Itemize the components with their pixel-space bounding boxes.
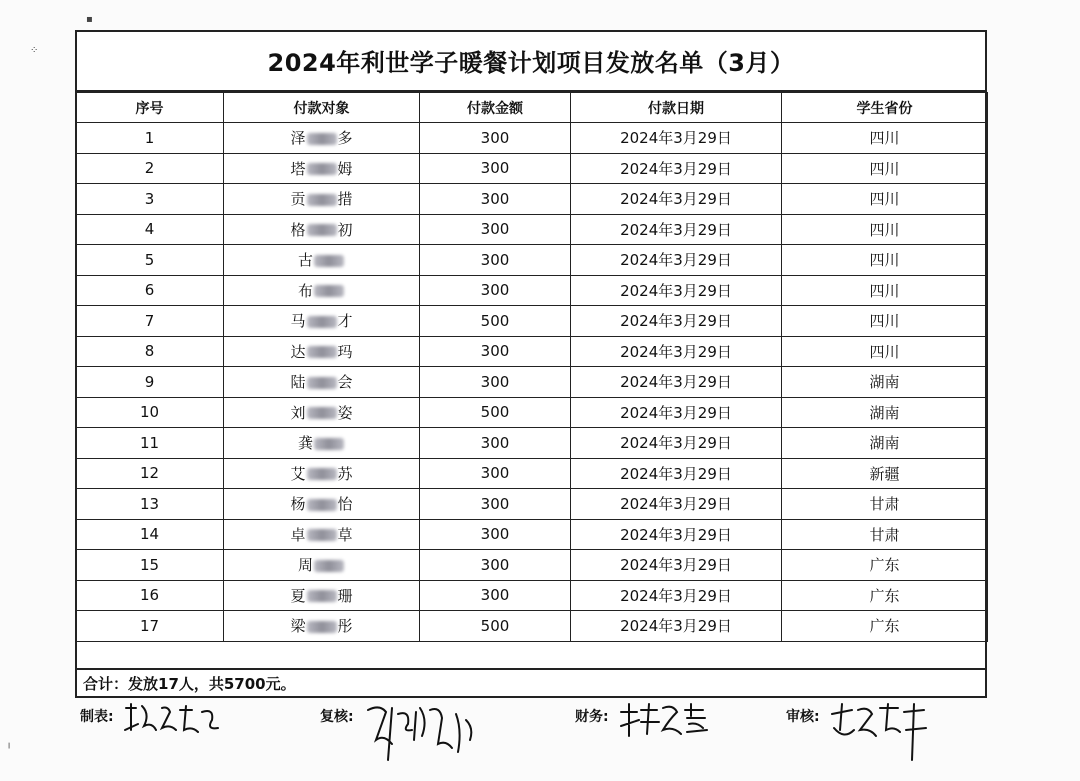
table-row <box>76 611 988 642</box>
payee-cell <box>224 580 420 611</box>
signature-label: 财务: <box>575 709 609 725</box>
payee-name-end: 多 <box>337 129 353 148</box>
date-cell: 2024年3月29日 <box>571 153 782 184</box>
signature-maker <box>80 706 114 726</box>
serial-cell: 9 <box>76 367 224 398</box>
province-cell: 甘肃 <box>782 489 988 520</box>
roster-table <box>75 92 988 642</box>
table-row <box>76 306 988 337</box>
payee-name-end: 彤 <box>337 617 353 636</box>
payee-cell <box>224 489 420 520</box>
signature-label: 复核: <box>320 709 354 725</box>
signature-label: 制表: <box>80 709 114 725</box>
payee-cell <box>224 123 420 154</box>
date-cell: 2024年3月29日 <box>571 397 782 428</box>
redacted-name-blur <box>307 133 337 145</box>
province-cell: 四川 <box>782 306 988 337</box>
serial-cell: 6 <box>76 275 224 306</box>
signature-reviewer <box>320 706 354 726</box>
province-cell: 四川 <box>782 336 988 367</box>
date-cell: 2024年3月29日 <box>571 336 782 367</box>
payee-name-end: 措 <box>337 190 353 209</box>
payee-name-start: 布 <box>297 281 313 300</box>
table-row <box>76 153 988 184</box>
serial-cell: 10 <box>76 397 224 428</box>
redacted-name-blur <box>307 590 337 602</box>
table-row <box>76 336 988 367</box>
payee-name-end: 才 <box>337 312 353 331</box>
serial-cell: 7 <box>76 306 224 337</box>
redacted-name-blur <box>307 407 337 419</box>
serial-cell: 12 <box>76 458 224 489</box>
signature-finance <box>575 706 609 726</box>
payee-name-start: 卓 <box>290 525 306 544</box>
serial-cell: 5 <box>76 245 224 276</box>
amount-cell: 300 <box>420 367 571 398</box>
date-cell: 2024年3月29日 <box>571 275 782 306</box>
table-row <box>76 275 988 306</box>
payee-name-start: 古 <box>297 251 313 270</box>
payee-name-end: 会 <box>337 373 353 392</box>
serial-cell: 1 <box>76 123 224 154</box>
serial-cell: 16 <box>76 580 224 611</box>
serial-cell: 4 <box>76 214 224 245</box>
amount-cell: 300 <box>420 428 571 459</box>
serial-cell: 8 <box>76 336 224 367</box>
header-serial: 序号 <box>76 93 224 123</box>
payee-cell <box>224 519 420 550</box>
payee-name-end: 珊 <box>337 586 353 605</box>
payee-name-end: 姿 <box>337 403 353 422</box>
payee-cell <box>224 458 420 489</box>
payee-cell <box>224 153 420 184</box>
redacted-name-blur <box>314 285 344 297</box>
province-cell: 广东 <box>782 580 988 611</box>
date-cell: 2024年3月29日 <box>571 519 782 550</box>
redacted-name-blur <box>314 438 344 450</box>
serial-cell: 11 <box>76 428 224 459</box>
payee-name-start: 陆 <box>290 373 306 392</box>
province-cell: 四川 <box>782 123 988 154</box>
payee-name-start: 贡 <box>290 190 306 209</box>
payee-cell <box>224 245 420 276</box>
payee-name-start: 马 <box>290 312 306 331</box>
redacted-name-blur <box>307 377 337 389</box>
province-cell: 湖南 <box>782 397 988 428</box>
payee-name-start: 艾 <box>290 464 306 483</box>
amount-cell: 300 <box>420 184 571 215</box>
redacted-name-blur <box>307 194 337 206</box>
province-cell: 四川 <box>782 184 988 215</box>
signature-auditor <box>786 706 820 726</box>
payee-name-start: 夏 <box>290 586 306 605</box>
payee-cell <box>224 336 420 367</box>
province-cell: 四川 <box>782 245 988 276</box>
amount-cell: 300 <box>420 123 571 154</box>
payee-name-start: 泽 <box>290 129 306 148</box>
payee-name-end: 怡 <box>337 495 353 514</box>
serial-cell: 15 <box>76 550 224 581</box>
redacted-name-blur <box>307 621 337 633</box>
table-row <box>76 550 988 581</box>
redacted-name-blur <box>307 224 337 236</box>
payee-cell <box>224 367 420 398</box>
payee-cell <box>224 306 420 337</box>
payee-name-start: 杨 <box>290 495 306 514</box>
table-row <box>76 245 988 276</box>
date-cell: 2024年3月29日 <box>571 428 782 459</box>
payee-cell <box>224 275 420 306</box>
handwritten-signature <box>122 700 232 740</box>
province-cell: 广东 <box>782 550 988 581</box>
redacted-name-blur <box>307 499 337 511</box>
amount-cell: 300 <box>420 580 571 611</box>
date-cell: 2024年3月29日 <box>571 245 782 276</box>
amount-cell: 300 <box>420 458 571 489</box>
amount-cell: 300 <box>420 489 571 520</box>
date-cell: 2024年3月29日 <box>571 458 782 489</box>
date-cell: 2024年3月29日 <box>571 611 782 642</box>
redacted-name-blur <box>307 316 337 328</box>
table-row <box>76 519 988 550</box>
redacted-name-blur <box>307 468 337 480</box>
date-cell: 2024年3月29日 <box>571 306 782 337</box>
redacted-name-blur <box>314 255 344 267</box>
payee-cell <box>224 214 420 245</box>
payee-name-start: 龚 <box>297 434 313 453</box>
table-row <box>76 123 988 154</box>
amount-cell: 300 <box>420 214 571 245</box>
header-date: 付款日期 <box>571 93 782 123</box>
amount-cell: 300 <box>420 550 571 581</box>
date-cell: 2024年3月29日 <box>571 123 782 154</box>
province-cell: 湖南 <box>782 428 988 459</box>
handwritten-signature <box>828 700 958 770</box>
date-cell: 2024年3月29日 <box>571 214 782 245</box>
payee-name-start: 周 <box>297 556 313 575</box>
table-row <box>76 367 988 398</box>
header-province: 学生省份 <box>782 93 988 123</box>
province-cell: 甘肃 <box>782 519 988 550</box>
table-row <box>76 489 988 520</box>
table-row <box>76 214 988 245</box>
header-payee: 付款对象 <box>224 93 420 123</box>
amount-cell: 300 <box>420 245 571 276</box>
province-cell: 四川 <box>782 275 988 306</box>
payee-name-end: 玛 <box>337 342 353 361</box>
scan-speck: ╷ <box>6 738 13 749</box>
payee-name-start: 格 <box>290 220 306 239</box>
roster-sheet <box>75 30 987 698</box>
handwritten-signature <box>362 700 502 780</box>
province-cell: 广东 <box>782 611 988 642</box>
table-row <box>76 428 988 459</box>
table-row <box>76 580 988 611</box>
date-cell: 2024年3月29日 <box>571 184 782 215</box>
serial-cell: 17 <box>76 611 224 642</box>
table-row <box>76 458 988 489</box>
amount-cell: 500 <box>420 306 571 337</box>
province-cell: 湖南 <box>782 367 988 398</box>
total-summary: 合计：发放17人，共5700元。 <box>77 668 985 696</box>
serial-cell: 14 <box>76 519 224 550</box>
amount-cell: 300 <box>420 275 571 306</box>
date-cell: 2024年3月29日 <box>571 367 782 398</box>
payee-cell <box>224 611 420 642</box>
redacted-name-blur <box>307 346 337 358</box>
amount-cell: 500 <box>420 397 571 428</box>
redacted-name-blur <box>307 529 337 541</box>
date-cell: 2024年3月29日 <box>571 489 782 520</box>
signature-label: 审核: <box>786 709 820 725</box>
amount-cell: 300 <box>420 336 571 367</box>
payee-name-start: 达 <box>290 342 306 361</box>
header-amount: 付款金额 <box>420 93 571 123</box>
payee-name-start: 刘 <box>290 403 306 422</box>
province-cell: 四川 <box>782 214 988 245</box>
payee-name-end: 草 <box>337 525 353 544</box>
page-title: 2024年利世学子暖餐计划项目发放名单（3月） <box>77 32 985 92</box>
amount-cell: 500 <box>420 611 571 642</box>
payee-name-start: 塔 <box>290 159 306 178</box>
payee-cell <box>224 428 420 459</box>
redacted-name-blur <box>307 163 337 175</box>
payee-name-start: 梁 <box>290 617 306 636</box>
table-header-row <box>76 93 988 123</box>
serial-cell: 3 <box>76 184 224 215</box>
payee-name-end: 初 <box>337 220 353 239</box>
redacted-name-blur <box>314 560 344 572</box>
amount-cell: 300 <box>420 519 571 550</box>
serial-cell: 13 <box>76 489 224 520</box>
scan-speck: ▪ <box>86 14 93 25</box>
payee-cell <box>224 184 420 215</box>
serial-cell: 2 <box>76 153 224 184</box>
amount-cell: 300 <box>420 153 571 184</box>
payee-cell <box>224 550 420 581</box>
scan-speck: ⁘ <box>30 45 39 56</box>
table-row <box>76 397 988 428</box>
signature-area <box>80 700 1000 780</box>
payee-name-end: 苏 <box>337 464 353 483</box>
date-cell: 2024年3月29日 <box>571 580 782 611</box>
table-row <box>76 184 988 215</box>
province-cell: 新疆 <box>782 458 988 489</box>
date-cell: 2024年3月29日 <box>571 550 782 581</box>
handwritten-signature <box>617 700 737 744</box>
province-cell: 四川 <box>782 153 988 184</box>
payee-name-end: 姆 <box>337 159 353 178</box>
payee-cell <box>224 397 420 428</box>
